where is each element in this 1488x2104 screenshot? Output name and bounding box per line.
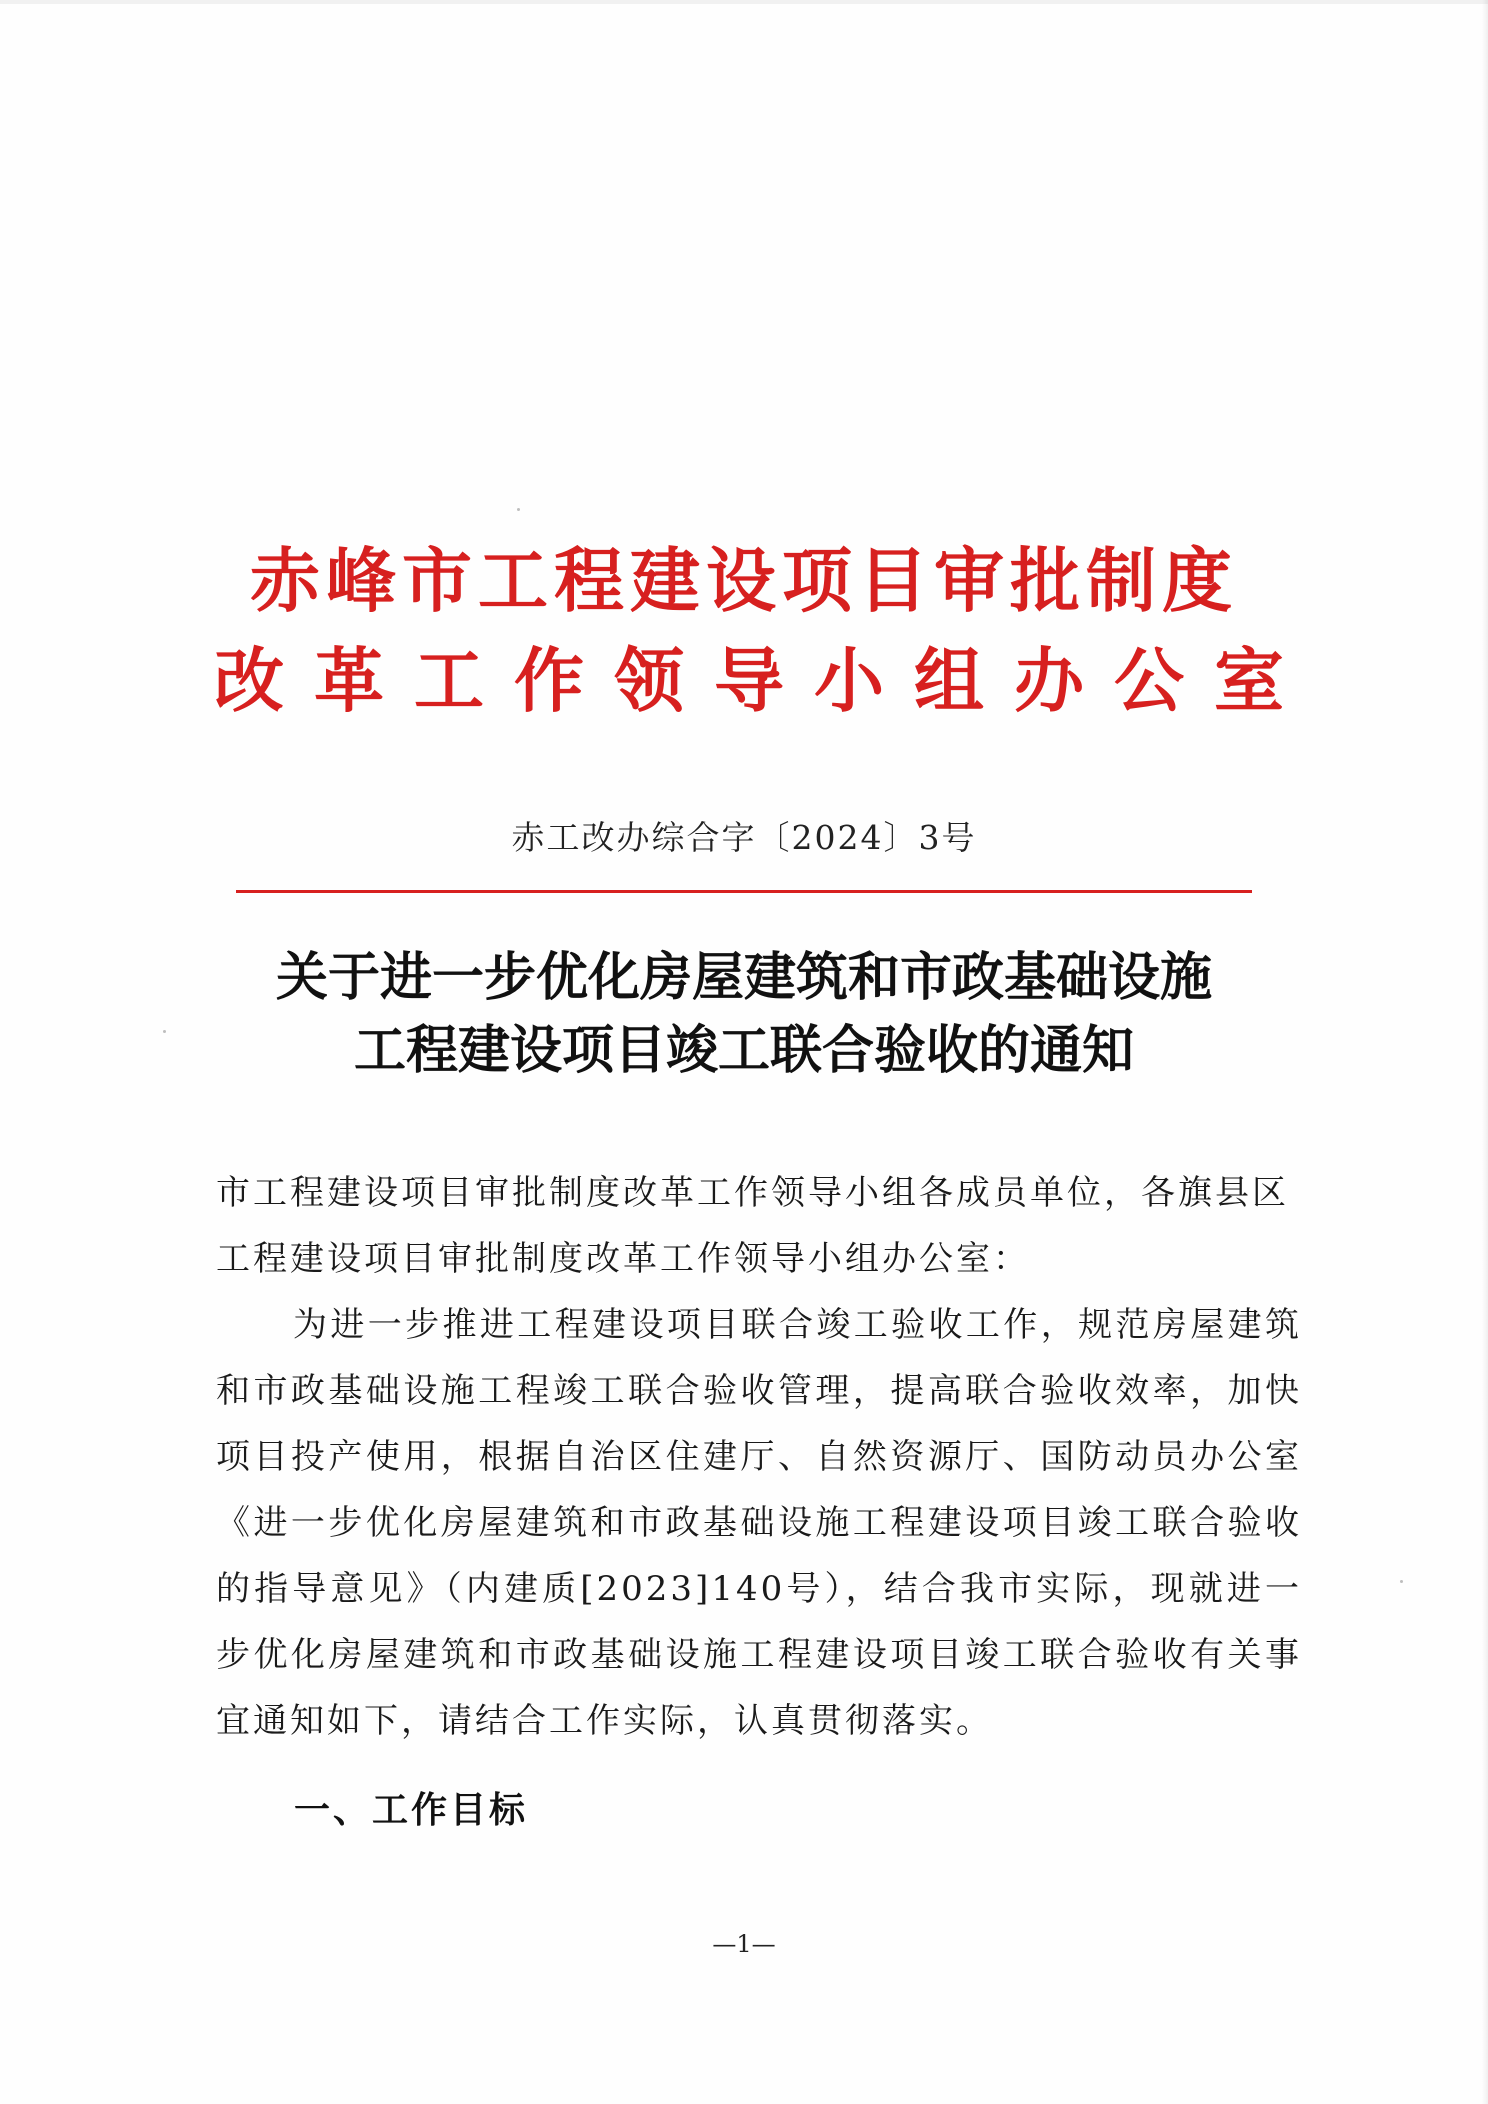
- page-number: —1—: [712, 1930, 776, 1958]
- body-paragraph: 为进一步推进工程建设项目联合竣工验收工作，规范房屋建筑和市政基础设施工程竣工联合验收管理，提高联合验收效率，加快项目投产使用，根据自治区住建厅、自然资源厅、国防动员办公室《进一步优化房屋建筑和市政基础设施工程建设项目竣工联合验收的指导意见》（内建质[2023]140号），结合我市实际，现就进一步优化房屋建筑和市政基础设施工程建设项目竣工联合验收有关事宜通知如下，请结合工作实际，认真贯彻落实。: [216, 1305, 1302, 1741]
- scan-edge-top: [0, 0, 1488, 4]
- addressee: 市工程建设项目审批制度改革工作领导小组各成员单位，各旗县区工程建设项目审批制度改革工作领导小组办公室：: [216, 1173, 1289, 1279]
- notice-title-line-1: 关于进一步优化房屋建筑和市政基础设施: [275, 947, 1212, 1008]
- notice-title-line-2: 工程建设项目竣工联合验收的通知: [353, 1020, 1134, 1081]
- issuer-line-2: 改革工作领导小组办公室: [214, 640, 1314, 722]
- red-divider-rule: [236, 890, 1252, 893]
- scan-speck: [163, 1030, 166, 1033]
- scan-speck: [1400, 1580, 1403, 1583]
- scan-speck: [517, 508, 520, 511]
- document-number: 赤工改办综合字〔2024〕3号: [511, 818, 977, 857]
- issuer-line-1: 赤峰市工程建设项目审批制度: [250, 540, 1238, 622]
- section-heading: 一、工作目标: [294, 1790, 529, 1831]
